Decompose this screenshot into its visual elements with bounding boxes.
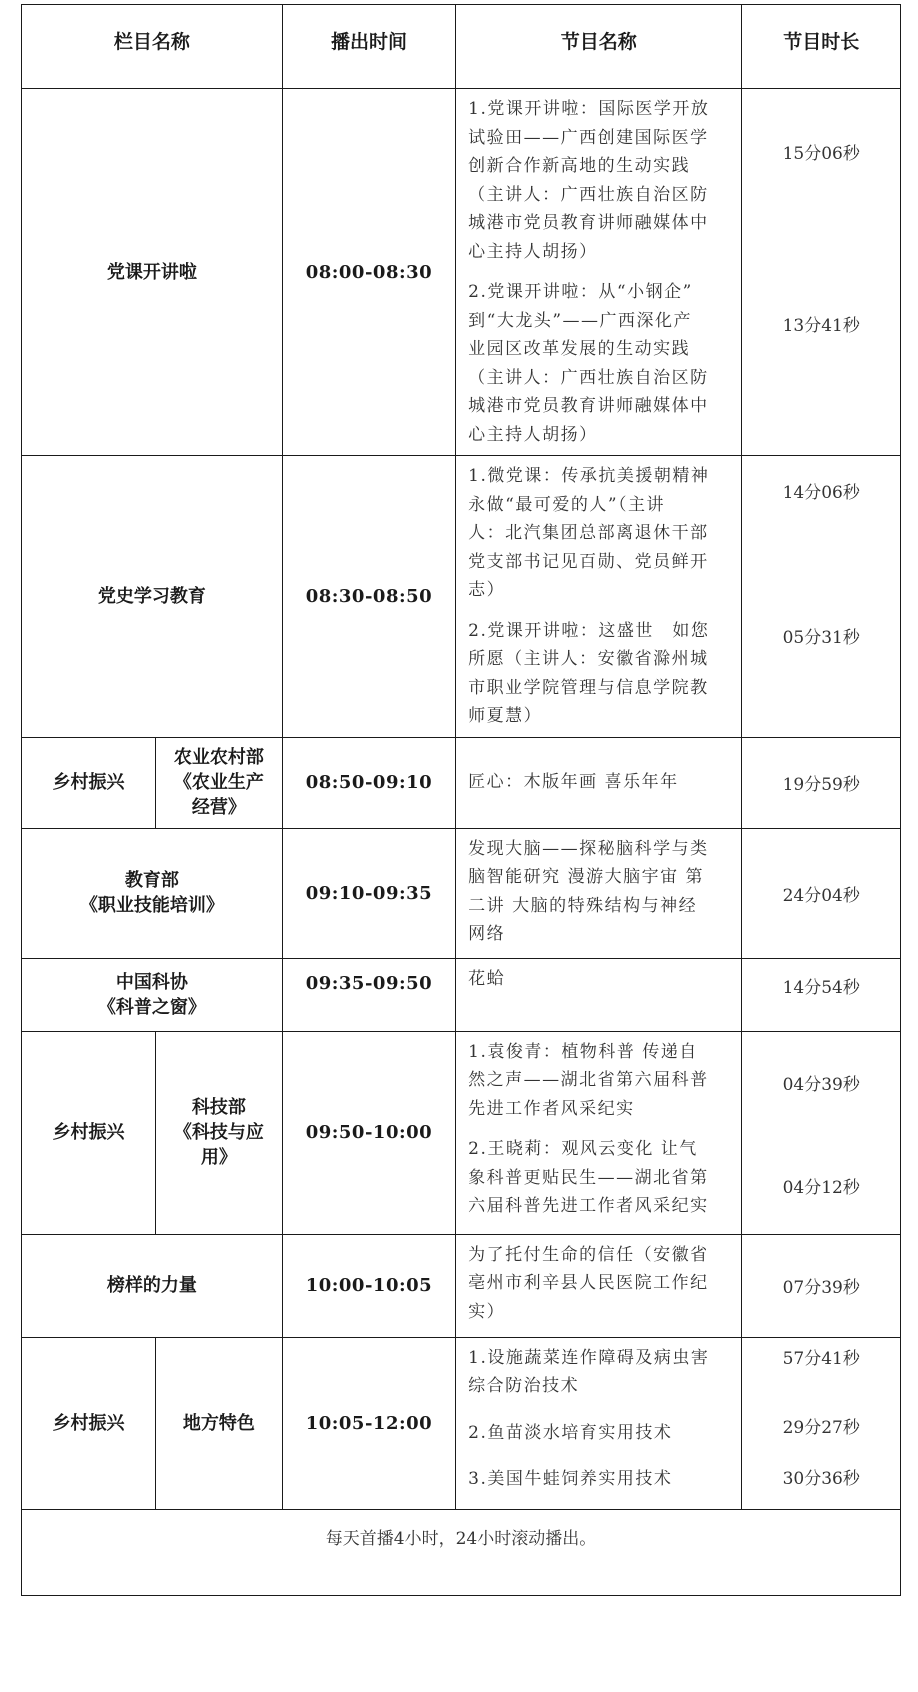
program-line: 党支部书记见百勋、党员鲜开 xyxy=(468,551,709,572)
program-line: 然之声——湖北省第六届科普 xyxy=(468,1070,709,1090)
table-row xyxy=(22,1337,901,1509)
program-line: 匠心：木版年画 喜乐年年 xyxy=(468,772,679,793)
duration-value: 19分59秒 xyxy=(782,775,860,795)
program-line: 志） xyxy=(468,580,506,600)
duration-cell xyxy=(742,456,901,738)
category-line: 教育部 xyxy=(124,870,179,891)
category-cell: 乡村振兴 xyxy=(22,1337,156,1509)
program-line: 市职业学院管理与信息学院教 xyxy=(468,677,709,698)
category-line: 中国科协 xyxy=(115,971,188,993)
subcategory-line: 《农业生产 xyxy=(173,772,264,793)
duration-value: 24分04秒 xyxy=(782,885,860,906)
category-cell: 党课开讲啦 xyxy=(22,89,283,456)
header-column-name: 栏目名称 xyxy=(22,5,283,89)
program-line: 心主持人胡扬） xyxy=(468,241,598,262)
subcategory-line: 用》 xyxy=(200,1147,237,1168)
table-row xyxy=(22,958,901,1031)
time-cell: 08:00-08:30 xyxy=(282,89,455,456)
program-line: （主讲人：广西壮族自治区防 xyxy=(468,184,709,205)
subcategory-line: 经营》 xyxy=(191,797,246,818)
time-cell: 08:30-08:50 xyxy=(282,456,455,738)
category-cell: 乡村振兴 xyxy=(22,737,156,828)
category-cell xyxy=(22,828,283,958)
duration-value: 05分31秒 xyxy=(782,628,860,648)
program-line: 为了托付生命的信任（安徽省 xyxy=(468,1244,709,1265)
program-cell xyxy=(456,1031,742,1234)
program-line: 试验田——广西创建国际医学 xyxy=(468,127,709,148)
duration-cell xyxy=(742,1234,901,1337)
program-line: 象科普更贴民生——湖北省第 xyxy=(468,1167,709,1188)
program-line: 人：北汽集团总部离退休干部 xyxy=(468,523,709,543)
category-cell: 党史学习教育 xyxy=(22,456,283,738)
header-program-name: 节目名称 xyxy=(456,5,742,89)
program-line: 1.袁俊青：植物科普 传递自 xyxy=(468,1041,698,1062)
program-line: 二讲 大脑的特殊结构与神经 xyxy=(468,895,698,916)
program-cell xyxy=(456,89,742,456)
duration-value: 15分06秒 xyxy=(782,144,860,164)
program-line: 所愿（主讲人：安徽省滁州城 xyxy=(468,649,709,669)
subcategory-cell xyxy=(156,1031,283,1234)
subcategory-line: 《科技与应 xyxy=(173,1122,264,1143)
table-row xyxy=(22,1234,901,1337)
program-line: 实） xyxy=(468,1301,506,1322)
program-line: 创新合作新高地的生动实践 xyxy=(468,156,691,176)
program-line: 心主持人胡扬） xyxy=(468,424,598,445)
duration-cell xyxy=(742,89,901,456)
duration-value: 30分36秒 xyxy=(782,1468,860,1489)
table-row xyxy=(22,828,901,958)
program-cell xyxy=(456,958,742,1031)
duration-value: 07分39秒 xyxy=(782,1278,860,1298)
duration-value: 14分54秒 xyxy=(782,977,860,998)
header-program-duration: 节目时长 xyxy=(742,5,901,89)
duration-cell xyxy=(742,737,901,828)
header-row xyxy=(22,5,901,89)
footer-row xyxy=(22,1509,901,1595)
program-line: 2.鱼苗淡水培育实用技术 xyxy=(468,1422,673,1443)
program-line: 2.党课开讲啦：从“小钢企” xyxy=(468,282,693,302)
program-cell xyxy=(456,828,742,958)
subcategory-cell xyxy=(156,737,283,828)
duration-value: 57分41秒 xyxy=(782,1348,860,1369)
duration-cell xyxy=(742,828,901,958)
time-cell: 09:35-09:50 xyxy=(282,958,455,1031)
category-line: 《职业技能培训》 xyxy=(79,895,224,916)
table-row xyxy=(22,1031,901,1234)
footer-note: 每天首播4小时，24小时滚动播出。 xyxy=(22,1509,901,1595)
time-cell: 08:50-09:10 xyxy=(282,737,455,828)
category-cell xyxy=(22,958,283,1031)
program-line: 发现大脑——探秘脑科学与类 xyxy=(468,838,709,859)
program-line: 六届科普先进工作者风采纪实 xyxy=(468,1196,709,1216)
program-line: 花蛤 xyxy=(468,968,506,989)
program-line: 2.王晓莉：观风云变化 让气 xyxy=(468,1139,698,1159)
program-cell xyxy=(456,1337,742,1509)
duration-value: 04分39秒 xyxy=(782,1074,860,1095)
table-row xyxy=(22,456,901,738)
duration-cell xyxy=(742,958,901,1031)
time-cell: 09:50-10:00 xyxy=(282,1031,455,1234)
subcategory-line: 科技部 xyxy=(191,1097,246,1118)
program-line: 城港市党员教育讲师融媒体中 xyxy=(468,396,709,416)
program-line: 亳州市利辛县人民医院工作纪 xyxy=(468,1273,709,1293)
category-cell: 乡村振兴 xyxy=(22,1031,156,1234)
program-line: 师夏慧） xyxy=(468,706,543,726)
program-line: 1.微党课：传承抗美援朝精神 xyxy=(468,466,710,486)
duration-value: 29分27秒 xyxy=(782,1417,860,1438)
duration-value: 13分41秒 xyxy=(782,316,860,336)
subcategory-cell xyxy=(156,1337,283,1509)
program-line: 城港市党员教育讲师融媒体中 xyxy=(468,213,709,233)
program-line: 业园区改革发展的生动实践 xyxy=(468,339,691,359)
duration-value: 14分06秒 xyxy=(782,483,860,503)
program-cell xyxy=(456,737,742,828)
time-cell: 10:00-10:05 xyxy=(282,1234,455,1337)
program-line: 永做“最可爱的人”（主讲 xyxy=(468,494,666,515)
program-line: 1.设施蔬菜连作障碍及病虫害 xyxy=(468,1347,710,1368)
subcategory-line: 农业农村部 xyxy=(173,747,264,768)
program-line: （主讲人：广西壮族自治区防 xyxy=(468,367,709,388)
program-line: 到“大龙头”——广西深化产 xyxy=(468,310,693,331)
program-line: 网络 xyxy=(468,924,506,944)
duration-cell xyxy=(742,1031,901,1234)
time-cell: 10:05-12:00 xyxy=(282,1337,455,1509)
program-line: 3.美国牛蛙饲养实用技术 xyxy=(468,1469,673,1489)
category-line: 《科普之窗》 xyxy=(97,996,206,1018)
program-line: 综合防治技术 xyxy=(468,1376,580,1396)
category-cell: 榜样的力量 xyxy=(22,1234,283,1337)
program-line: 脑智能研究 漫游大脑宇宙 第 xyxy=(468,867,704,887)
subcategory-line: 地方特色 xyxy=(182,1412,255,1434)
schedule-table xyxy=(21,4,901,1596)
program-line: 1.党课开讲啦：国际医学开放 xyxy=(468,99,710,119)
program-cell xyxy=(456,1234,742,1337)
duration-cell xyxy=(742,1337,901,1509)
program-cell xyxy=(456,456,742,738)
program-line: 先进工作者风采纪实 xyxy=(468,1098,635,1119)
header-broadcast-time: 播出时间 xyxy=(282,5,455,89)
program-line: 2.党课开讲啦：这盛世 如您 xyxy=(468,620,710,641)
table-row xyxy=(22,89,901,456)
time-cell: 09:10-09:35 xyxy=(282,828,455,958)
table-row xyxy=(22,737,901,828)
duration-value: 04分12秒 xyxy=(782,1177,860,1198)
